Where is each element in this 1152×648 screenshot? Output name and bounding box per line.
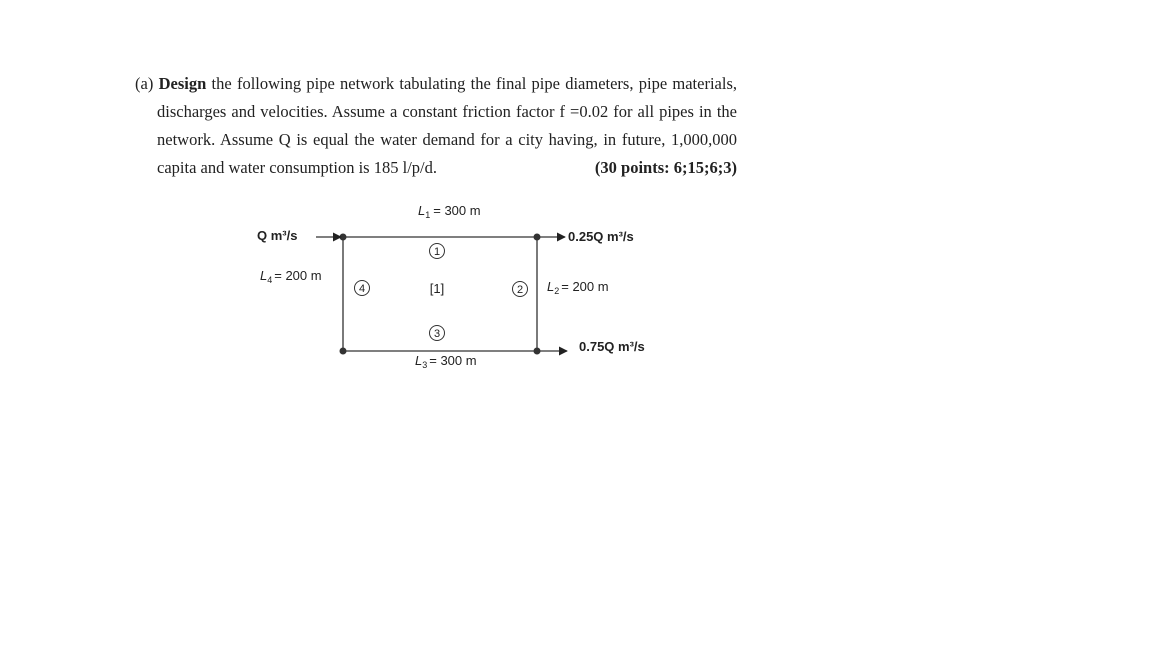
pipe-4-length-symbol: L — [260, 268, 268, 283]
outflow-bottom-label: 0.75Q m³/s — [579, 339, 645, 354]
pipe-2-badge — [513, 282, 528, 297]
pipe-1-length-value: = 300 m — [433, 203, 481, 218]
pipe-3-length-symbol: L — [415, 353, 423, 368]
pipe-3-length-label — [415, 353, 477, 370]
pipe-4-number: 4 — [358, 283, 366, 295]
problem-line-2: discharges and velocities. Assume a constant friction factor f =0.02 for all pipes in the — [157, 102, 737, 121]
pipe-1-length-symbol: L — [418, 203, 426, 218]
pipe-1-number: 1 — [433, 246, 441, 258]
problem-verb: Design — [158, 74, 207, 93]
pipe-4-length-sub: 4 — [267, 275, 273, 285]
pipe-4-badge — [355, 281, 370, 296]
pipe-4-length-label — [260, 268, 322, 285]
pipe-2-length-label — [547, 279, 609, 296]
pipe-2-length-symbol: L — [547, 279, 555, 294]
pipe-1-length-label — [418, 203, 481, 220]
pipe-2-length-sub: 2 — [554, 286, 560, 296]
pipe-1-length-sub: 1 — [425, 210, 431, 220]
problem-label: (a) — [135, 74, 154, 93]
pipe-2-number: 2 — [516, 284, 524, 296]
pipe-3-length-sub: 3 — [422, 360, 428, 370]
problem-line-3: network. Assume Q is equal the water demand for a city having, in future, 1,000,000 — [157, 130, 737, 149]
pipe-2-length-value: = 200 m — [561, 279, 609, 294]
problem-line-4-text: capita and water consumption is 185 l/p/d. — [157, 158, 437, 177]
pipe-3-badge — [430, 326, 445, 341]
pipe-4-length-value: = 200 m — [274, 268, 322, 283]
points-label: (30 points: 6;15;6;3) — [594, 158, 737, 177]
node-bottom-left — [340, 348, 347, 355]
outflow-top-label: 0.25Q m³/s — [568, 229, 634, 244]
inflow-label: Q m³/s — [257, 228, 298, 243]
problem-line-1-text: the following pipe network tabulating the final pipe diameters, pipe materials, — [211, 74, 738, 93]
pipe-3-number: 3 — [433, 328, 441, 340]
loop-label: [1] — [429, 281, 445, 296]
pipe-1-badge — [430, 244, 445, 259]
pipe-3-length-value: = 300 m — [429, 353, 477, 368]
